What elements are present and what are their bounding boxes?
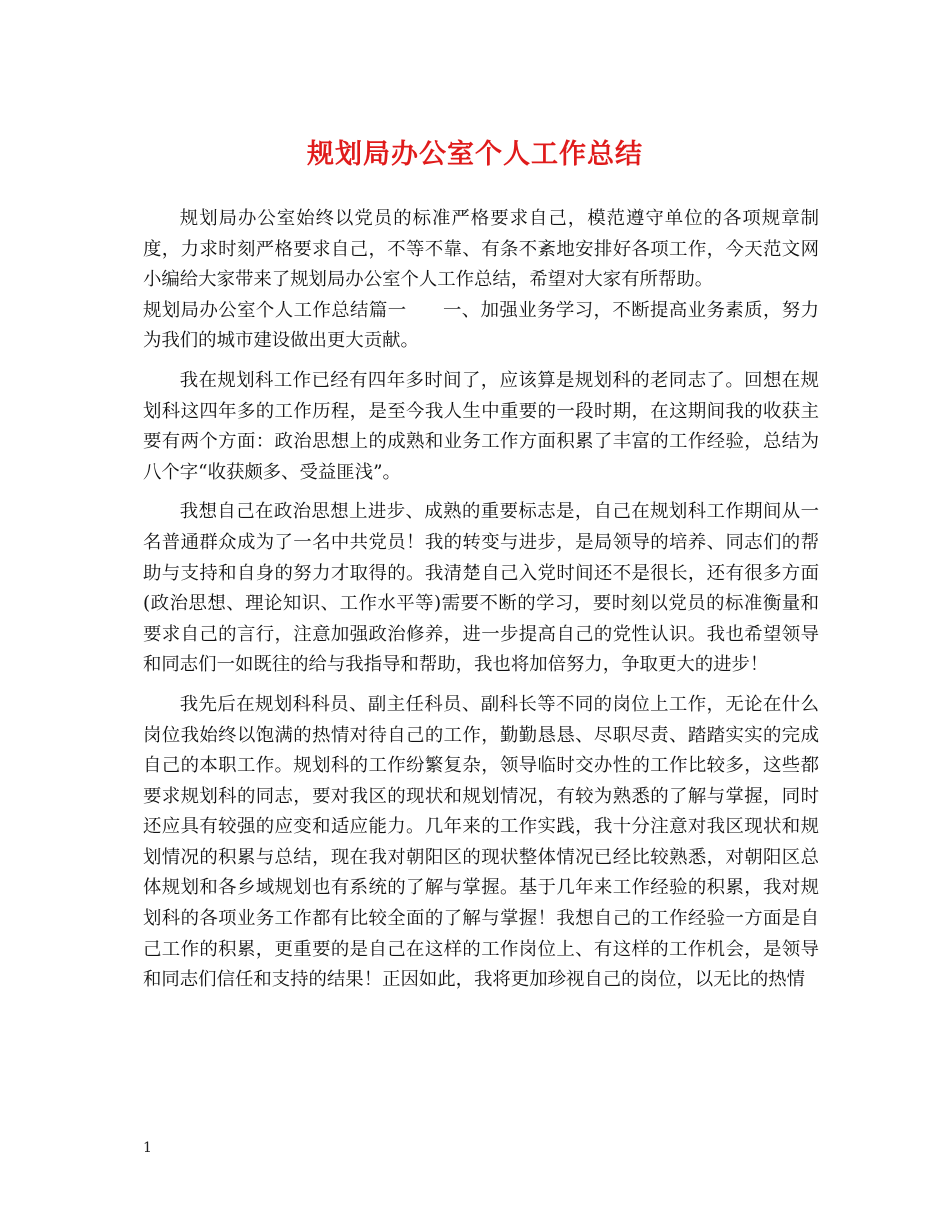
section-heading-text: 一、加强业务学习，不断提高业务素质，努力为我们的城市建设做出更大贡献。 — [143, 299, 819, 352]
body-paragraph-political-growth: 我想自己在政治思想上进步、成熟的重要标志是，自己在规划科工作期间从一名普通群众成为了一名中共党员！我的转变与进步，是局领导的培养、同志们的帮助与支持和自身的努力才取得的。我清楚自己入党时间还不是很长，还有很多方面(政治思想、理论知识、工作水平等)需要不断的学习，要时刻以党员的标准衡量和要求自己的言行，注意加强政治修养，进一步提高自己的党性认识。我也希望领导和同志们一如既往的给与我指导和帮助，我也将加倍努力，争取更大的进步！ — [143, 501, 819, 676]
document-title: 规划局办公室个人工作总结 — [307, 139, 643, 170]
paragraph-spacer — [143, 488, 819, 497]
page-number: 1 — [143, 1140, 152, 1156]
document-body — [143, 204, 819, 996]
intro-paragraph: 规划局办公室始终以党员的标准严格要求自己，模范遵守单位的各项规章制度，力求时刻严格要求自己，不等不靠、有条不紊地安排好各项工作，今天范文网小编给大家带来了规划局办公室个人工作总结，希望对大家有所帮助。 — [143, 208, 819, 291]
section-heading-label: 规划局办公室个人工作总结篇一 — [143, 299, 407, 321]
body-paragraph-experience: 我在规划科工作已经有四年多时间了，应该算是规划科的老同志了。回想在规划科这四年多的工作历程，是至今我人生中重要的一段时期，在这期间我的收获主要有两个方面：政治思想上的成熟和业务工作方面积累了丰富的工作经验，总结为八个字“收获颇多、受益匪浅”。 — [143, 369, 819, 483]
paragraph-spacer — [143, 357, 819, 366]
body-paragraph-work-positions: 我先后在规划科科员、副主任科员、副科长等不同的岗位上工作，无论在什么岗位我始终以饱满的热情对待自己的工作，勤勤恳恳、尽职尽责、踏踏实实的完成自己的本职工作。规划科的工作纷繁复杂，领导临时交办性的工作比较多，这些都要求规划科的同志，要对我区的现状和规划情况，有较为熟悉的了解与掌握，同时还应具有较强的应变和适应能力。几年来的工作实践，我十分注意对我区现状和规划情况的积累与总结，现在我对朝阳区的现状整体情况已经比较熟悉，对朝阳区总体规划和各乡域规划也有系统的了解与掌握。基于几年来工作经验的积累，我对规划科的各项业务工作都有比较全面的了解与掌握！我想自己的工作经验一方面是自己工作的积累，更重要的是自己在这样的工作岗位上、有这样的工作机会，是领导和同志们信任和支持的结果！正因如此，我将更加珍视自己的岗位，以无比的热情 — [143, 693, 819, 991]
section-heading — [143, 296, 819, 357]
paragraph-spacer — [143, 681, 819, 690]
